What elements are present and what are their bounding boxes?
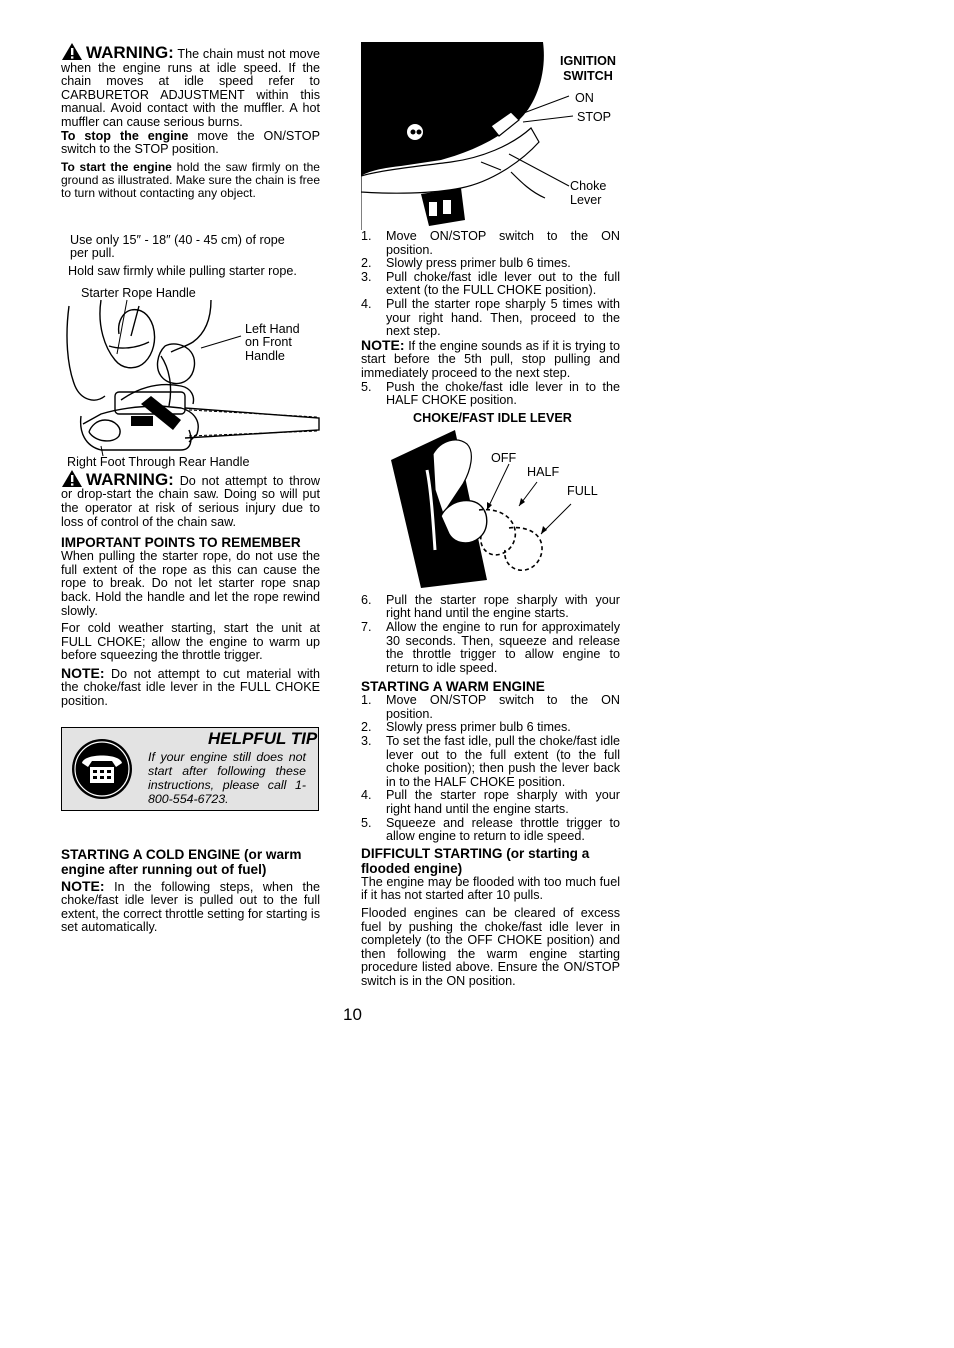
choke-lever-label: Choke Lever (570, 179, 607, 207)
warning-drop-start (61, 469, 320, 529)
list-item: 4. Pull the starter rope sharply with your right hand until the engine starts. (361, 788, 620, 817)
off-label: OFF (491, 450, 517, 465)
right-column (361, 42, 620, 993)
list-item: 2. Slowly press primer bulb 6 times. (361, 720, 571, 735)
stop-label: STOP (577, 110, 612, 124)
note-label: NOTE: (361, 336, 405, 353)
cold-start-steps-b (361, 594, 620, 676)
warning-triangle-icon (61, 42, 83, 61)
start-engine-label: To start the engine (61, 159, 172, 174)
full-label: FULL (567, 483, 598, 498)
warning-label: WARNING: (86, 469, 174, 489)
choke-lever-title: CHOKE/FAST IDLE LEVER (413, 410, 572, 425)
list-item: 2. Slowly press primer bulb 6 times. (361, 256, 571, 271)
warning-text: Do not attempt to throw or drop-start the chain saw. Doing so will put the operator at risk of serious injury due to loss of control of the chain saw. (61, 473, 320, 529)
warning-text: The chain must not move when the engine runs at idle speed. If the chain moves at idle speed refer to CARBURETOR ADJUSTMENT within this manual. Avoid contact with the muffler. A hot muffler can cause serious burns. (61, 47, 320, 129)
difficult-starting-heading: DIFFICULT STARTING (or starting a flooded engine) (361, 845, 590, 876)
left-column (61, 42, 320, 939)
start-engine-text: hold the saw firmly on the ground as illustrated. Make sure the chain is free to turn without contacting any object. (61, 159, 320, 200)
rope-length-note: Use only 15″ - 18″ (40 - 45 cm) of rope per pull. (70, 232, 285, 261)
difficult-p1: The engine may be flooded with too much fuel if it has not started after 10 pulls. (361, 874, 620, 903)
list-item: 1. Move ON/STOP switch to the ON position. (361, 229, 620, 257)
starting-position-figure (61, 204, 320, 469)
on-label: ON (575, 91, 594, 105)
important-note (61, 664, 321, 709)
warm-engine-heading: STARTING A WARM ENGINE (361, 679, 545, 695)
difficult-p2: Flooded engines can be cleared of excess fuel by pushing the choke/fast idle lever in completely (to the OFF CHOKE position) and then following the warm engine starting procedure listed above. Ensure the ON/STOP switch is in the ON position. (361, 906, 620, 988)
note-text: Do not attempt to cut material with the choke/fast idle lever in the FULL CHOKE position. (61, 666, 321, 709)
hold-saw-note: Hold saw firmly while pulling starter rope. (68, 263, 297, 278)
ignition-switch-title: IGNITION SWITCH (560, 54, 616, 83)
list-item: 5. Push the choke/fast idle lever in to the HALF CHOKE position. (361, 379, 620, 408)
list-item: 5. Squeeze and release throttle trigger to allow engine to return to idle speed. (361, 815, 620, 844)
left-hand-label: Left Hand on Front Handle (245, 321, 300, 363)
half-label: HALF (527, 464, 560, 479)
note-label: NOTE: (61, 664, 105, 681)
warning-label: WARNING: (86, 43, 174, 62)
list-item: 7. Allow the engine to run for approximately 30 seconds. Then, squeeze and release the throttle trigger to allow engine to return to idle speed. (361, 619, 620, 675)
list-item: 4. Pull the starter rope sharply 5 times with your right hand. Then, proceed to the next step. (361, 296, 620, 339)
note-label: NOTE: (61, 877, 105, 894)
helpful-tip-text: If your engine still does not start after following these instructions, please call 1-800-554-6723. (148, 749, 306, 806)
list-item: 3. Pull choke/fast idle lever out to the full extent (to the FULL CHOKE position). (361, 269, 620, 298)
stop-engine-label: To stop the engine (61, 128, 189, 143)
important-p2: For cold weather starting, start the unit at FULL CHOKE; allow the engine to warm up before squeezing the throttle trigger. (61, 621, 320, 663)
chainsaw-start-illustration (61, 296, 323, 456)
choke-lever-illustration (391, 430, 581, 588)
fifth-pull-note (361, 336, 620, 381)
warning-chain-idle (61, 42, 320, 157)
list-item: 6. Pull the starter rope sharply with your right hand until the engine starts. (361, 592, 620, 621)
list-item: 3. To set the fast idle, pull the choke/fast idle lever out to the full extent (to the full choke position); then push the lever back in to the HALF CHOKE position. (361, 734, 620, 789)
cold-start-step-5 (361, 381, 620, 408)
important-p1: When pulling the starter rope, do not use the full extent of the rope as this can cause the rope to break. Do not let starter rope snap back. Hold the handle and let the rope rewind slowly. (61, 549, 320, 618)
note-text: In the following steps, when the choke/fast idle lever is pulled out to the full extent, the correct throttle setting for starting is set automatically. (61, 879, 321, 935)
stop-engine-text: move the ON/STOP switch to the STOP position. (61, 128, 320, 157)
important-points-heading: IMPORTANT POINTS TO REMEMBER (61, 535, 301, 551)
helpful-tip-box (61, 727, 319, 811)
right-foot-label: Right Foot Through Rear Handle (67, 454, 250, 469)
starter-rope-handle-label: Starter Rope Handle (81, 285, 196, 300)
note-text: If the engine sounds as if it is trying to start before the 5th pull, stop pulling and immediately proceed to the next step. (361, 338, 620, 380)
list-item: 1. Move ON/STOP switch to the ON position. (361, 693, 620, 721)
page-number: 10 (343, 1005, 362, 1024)
cold-engine-heading: STARTING A COLD ENGINE (or warm engine after running out of fuel) (61, 846, 302, 877)
warning-triangle-icon (61, 469, 83, 488)
cold-start-steps-a (361, 230, 620, 339)
cold-engine-note (61, 877, 321, 935)
choke-lever-figure (361, 408, 620, 588)
start-engine-paragraph (61, 161, 320, 200)
telephone-icon (70, 737, 134, 801)
ignition-switch-figure (361, 42, 620, 230)
helpful-tip-title: HELPFUL TIP (208, 728, 318, 748)
warm-start-steps (361, 694, 620, 844)
